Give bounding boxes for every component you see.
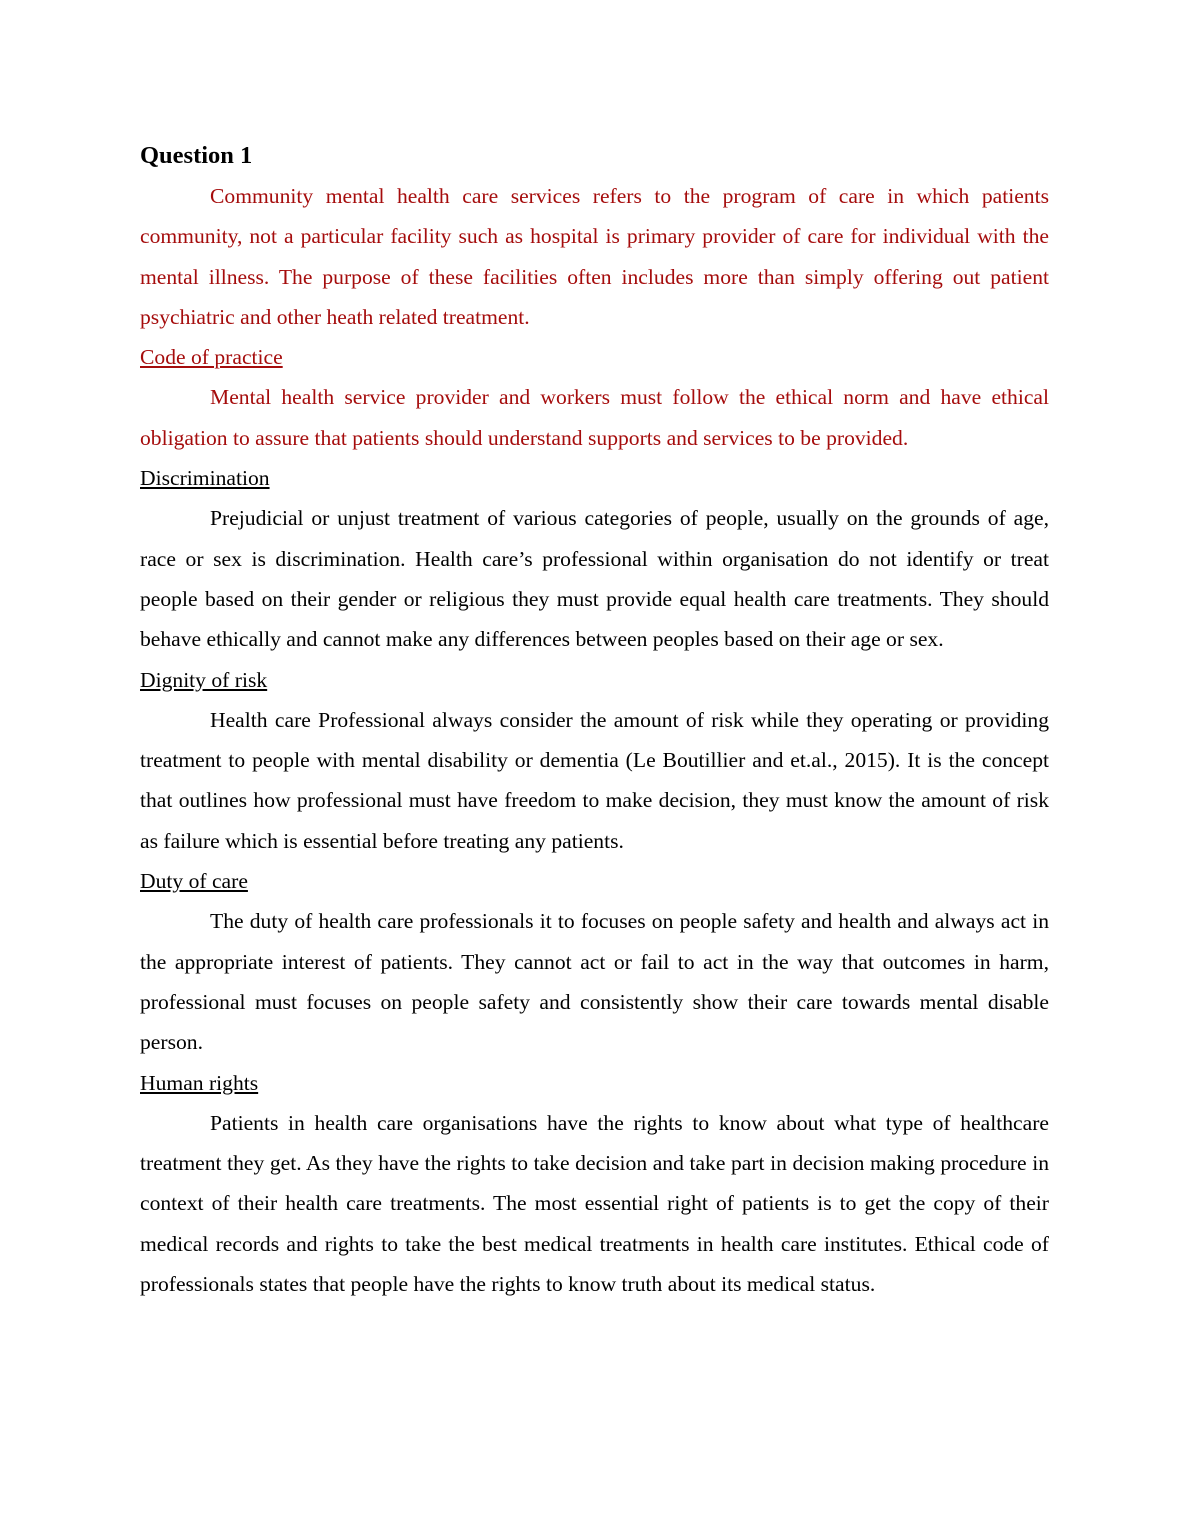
section-body-dignity-of-risk: Health care Professional always consider the amount of risk while they operating or providing treatment to people with mental disability or dementia (Le Boutillier and et.al., 2015). It is the concept that outlines how professional must have freedom to make decision, they must know the amount of risk as failure which is essential before treating any patients. — [140, 707, 1049, 853]
section-heading-duty-of-care: Duty of care — [140, 869, 248, 894]
section-heading-human-rights: Human rights — [140, 1070, 259, 1095]
document-page — [140, 138, 1049, 1304]
page-title: Question 1 — [140, 142, 253, 169]
intro-paragraph: Community mental health care services refers to the program of care in which patients community, not a particular facility such as hospital is primary provider of care for individual with the mental illness. The purpose of these facilities often includes more than simply offering out patient psychiatric and other heath related treatment. — [140, 184, 1049, 329]
section-heading-dignity-of-risk: Dignity of risk — [140, 667, 268, 692]
section-body-human-rights: Patients in health care organisations have the rights to know about what type of healthcare treatment they get. As they have the rights to take decision and take part in decision making procedure in context of their health care treatments. The most essential right of patients is to get the copy of their medical records and rights to take the best medical treatments in health care institutes. Ethical code of professionals states that people have the rights to know truth about its medical status. — [140, 1110, 1049, 1297]
section-heading-code-of-practice: Code of practice — [140, 345, 283, 370]
section-body-discrimination: Prejudicial or unjust treatment of various categories of people, usually on the grounds of age, race or sex is discrimination. Health care’s professional within organisation do not identify or treat people based on their gender or religious they must provide equal health care treatments. They should behave ethically and cannot make any differences between peoples based on their age or sex. — [140, 506, 1049, 652]
section-heading-discrimination: Discrimination — [140, 466, 270, 491]
section-body-duty-of-care: The duty of health care professionals it to focuses on people safety and health and always act in the appropriate interest of patients. They cannot act or fail to act in the way that outcomes in harm, professional must focuses on people safety and consistently show their care towards mental disable person. — [140, 909, 1049, 1055]
section-body-code-of-practice: Mental health service provider and workers must follow the ethical norm and have ethical obligation to assure that patients should understand supports and services to be provided. — [140, 385, 1049, 450]
